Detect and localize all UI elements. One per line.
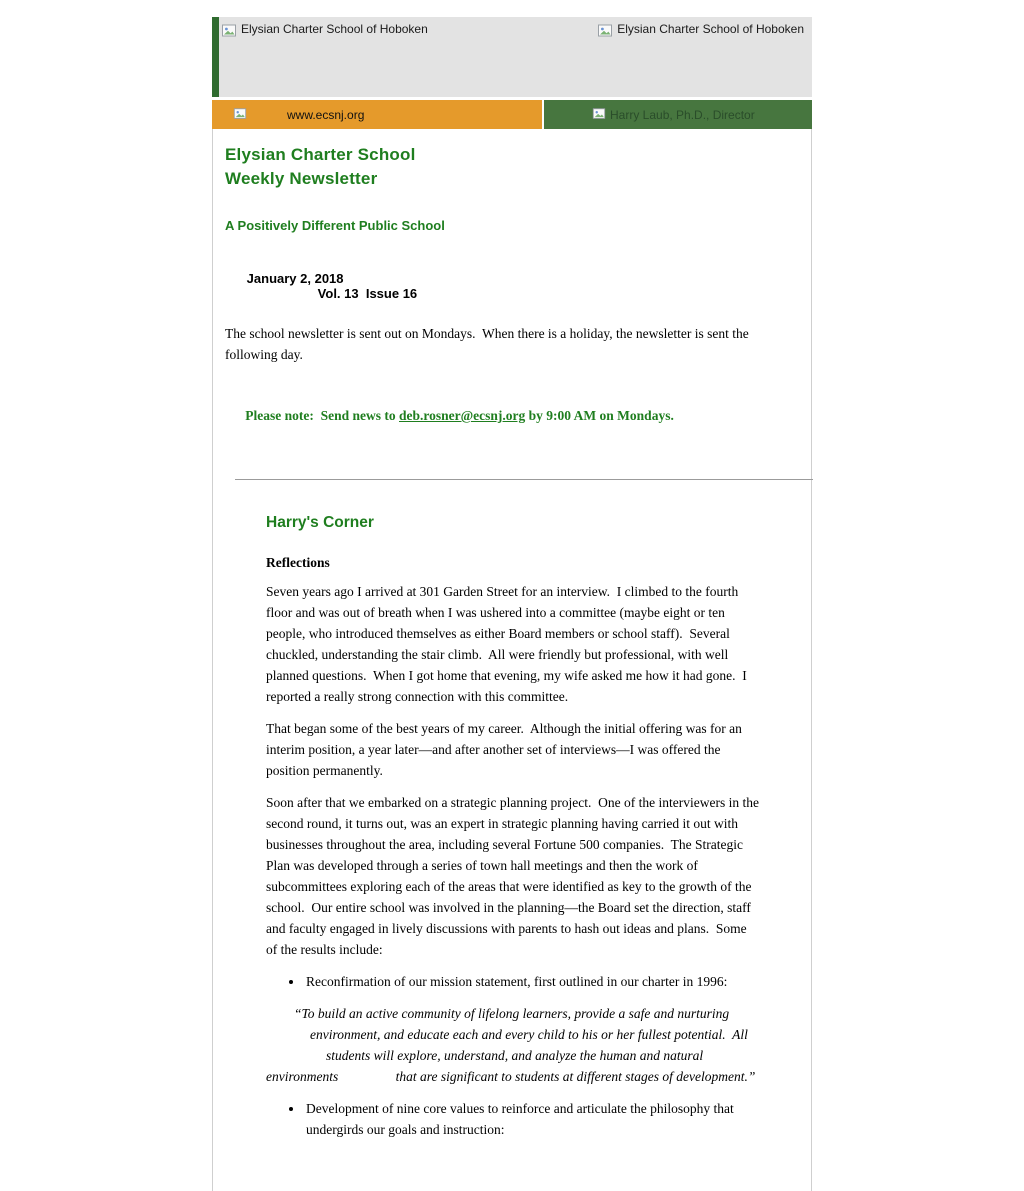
newsletter-email [212,17,812,1191]
website-link-label: www.ecsnj.org [287,107,365,122]
issue-date: January 2, 2018 [246,271,344,286]
newsletter-body [212,129,812,1191]
paragraph: Soon after that we embarked on a strategic planning project. One of the interviewers in the second round, it turns out, was an expert in strategic planning having carried it out with businesses throughout the area, including several Fortune 500 companies. The Strategic Plan was developed through a series of town hall meetings and then the work of subcommittees exploring each of the areas that were identified as key to the growth of the school. Our entire school was involved in the planning—the Board set the direction, staff and faculty engaged in lively discussions with parents to hash out ideas and plans. Some of the results include: [266,795,763,957]
title-line-2: Weekly Newsletter [225,169,378,188]
broken-image-icon [597,23,613,42]
schedule-note: The school newsletter is sent out on Mondays. When there is a holiday, the newsletter is sent the following day. [225,326,753,362]
date-issue-line [225,256,799,316]
results-list [266,971,761,992]
volume-issue: Vol. 13 Issue 16 [317,286,418,301]
list-item: • Reconfirmation of our mission statement, first outlined in our charter in 1996: [304,971,761,992]
please-note-suffix: by 9:00 AM on Mondays. [525,408,674,423]
harrys-corner-section [225,480,799,1140]
results-list [266,1098,761,1140]
paragraph: That began some of the best years of my career. Although the initial offering was for an interim position, a year later—and after another set of interviews—I was offered the position permanently. [266,721,746,778]
email-link[interactable]: deb.rosner@ecsnj.org [399,408,526,423]
image-alt-text: Elysian Charter School of Hoboken [241,22,428,36]
please-note-line [225,384,799,447]
director-link-bar[interactable] [544,100,812,129]
quote-line: “To build an active community of lifelong learners, provide a safe and nurturing [294,1006,730,1021]
quote-line: environment, and educate each and every child to his or her fullest potential. All [310,1027,748,1042]
school-logo-image-right [597,22,804,42]
section-heading: Harry's Corner [266,514,374,531]
link-bar-row [212,100,812,129]
website-link-bar[interactable] [212,100,542,129]
school-logo-image-left [221,22,428,42]
broken-image-icon [221,23,237,42]
broken-image-icon [233,107,247,124]
please-note-prefix: Please note: Send news to [245,408,399,423]
broken-image-icon [592,107,606,124]
paragraph: Seven years ago I arrived at 301 Garden Street for an interview. I climbed to the fourth floor and was out of breath when I was ushered into a committee (maybe eight or ten people, who introduced themselves as either Board members or school staff). Several chuckled, understanding the stair climb. All were friendly but professional, with well planned questions. When I got home that evening, my wife asked me how it had gone. I reported a really strong connection with this committee. [266,584,751,704]
director-link-label: Harry Laub, Ph.D., Director [610,107,755,122]
tagline: A Positively Different Public School [225,218,445,233]
quote-line: students will explore, understand, and analyze the human and natural [326,1048,704,1063]
section-subheading: Reflections [266,555,330,570]
newsletter-title [225,143,799,191]
image-alt-text: Elysian Charter School of Hoboken [617,22,804,36]
quote-line: environments that are significant to students at different stages of development.” [266,1069,756,1084]
header [212,17,812,97]
list-item: • Development of nine core values to reinforce and articulate the philosophy that undergirds our goals and instruction: [304,1098,761,1140]
mission-statement-quote [266,1003,761,1087]
title-line-1: Elysian Charter School [225,145,416,164]
